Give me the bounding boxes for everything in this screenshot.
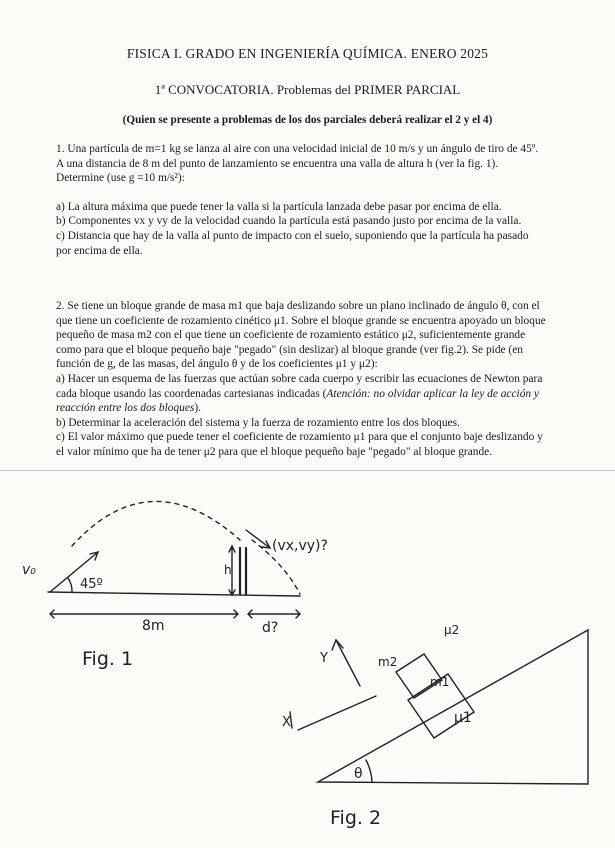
fig1-dist-label: 8m — [142, 618, 165, 634]
fig2-drawing — [290, 630, 588, 784]
problem-2-part-b: b) Determinar la aceleración del sistema y la fuerza de rozamiento entre los dos bloques. — [56, 416, 460, 429]
problem-2-part-a-text: a) Hacer un esquema de las fuerzas que actúan sobre cada cuerpo y escribir las ecuaciones de Newton para cada bloque usando las coordenadas cartesianas indicadas ( — [56, 372, 543, 400]
fig2-y-axis — [336, 640, 360, 686]
problem-2-part-a — [56, 372, 546, 416]
fig2-m1-label: m1 — [430, 675, 450, 689]
figures — [0, 490, 615, 848]
problem-2-part-a-end: ). — [194, 402, 202, 415]
problem-1-part-c: c) Distancia que hay de la valla al punto de impacto con el suelo, suponiendo que la partícula ha pasado por encima de ella. — [56, 229, 529, 257]
fig2-caption: Fig. 2 — [330, 807, 382, 829]
problem-1 — [56, 142, 546, 258]
problem-2-part-a-note: Atención: no olvidar aplicar la ley de acción y reacción entre los dos bloques — [56, 387, 539, 415]
exam-title: FISICA I. GRADO EN INGENIERÍA QUÍMICA. ENERO 2025 — [126, 46, 489, 61]
exam-note: (Quien se presente a problemas de los dos parciales deberá realizar el 2 y el 4) — [122, 114, 493, 126]
exam-subtitle: 1ª CONVOCATORIA. Problemas del PRIMER PARCIAL — [154, 82, 461, 97]
problem-1-part-b: b) Componentes vx y vy de la velocidad cuando la partícula está pasando justo por encima de la valla. — [56, 215, 522, 228]
fig2-incline — [318, 630, 588, 784]
fig1-fence — [240, 548, 246, 594]
fig1-d-label: d? — [262, 620, 279, 636]
fig1-angle-label: 45º — [80, 577, 103, 592]
fig2-theta-arc — [366, 760, 372, 782]
fig2-m2-label: m2 — [378, 655, 398, 669]
fig1-trajectory — [72, 501, 240, 546]
fig2-x-label: X — [282, 715, 291, 730]
fig1-h-label: h — [224, 563, 232, 577]
fig2-theta-label: θ — [354, 766, 363, 782]
fig1-dist-arrow — [50, 610, 238, 618]
fig1-velocity-label: (vx,vy)? — [272, 538, 328, 554]
fig1-caption: Fig. 1 — [82, 648, 134, 670]
problem-2 — [56, 299, 546, 460]
fig2-y-label: Y — [320, 651, 328, 666]
fig1-v0-label: v₀ — [22, 562, 36, 578]
fig2-mu1-label: μ1 — [454, 710, 472, 726]
problem-1-statement: 1. Una partícula de m=1 kg se lanza al aire con una velocidad inicial de 10 m/s y un ángulo de tiro de 45º. A una distancia de 8 m del punto de lanzamiento se encuentra una valla de altura h (ver la fig. 1). Determine (use g =10 m/s²): — [56, 143, 539, 185]
fig2-x-axis — [298, 696, 376, 730]
problem-2-part-c: c) El valor máximo que puede tener el coeficiente de rozamiento μ1 para que el conjunto baje deslizando y el valor mínimo que ha de tener μ2 para que el bloque pequeño baje "pegado" al bloque grande. — [56, 431, 543, 458]
problem-1-part-a: a) La altura máxima que puede tener la valla si la partícula lanzada debe pasar por encima de ella. — [56, 200, 502, 213]
fig1-ground — [48, 592, 300, 596]
scan-fold-line — [0, 470, 615, 471]
fig1-drawing — [48, 501, 300, 618]
fig2-y-arrowhead — [332, 640, 343, 650]
fig1-d-arrow — [248, 610, 300, 618]
fig1-angle-arc — [68, 578, 72, 592]
problem-2-statement: 2. Se tiene un bloque grande de masa m1 que baja deslizando sobre un plano inclinado de ángulo θ, con el que tiene un coeficiente de rozamiento cinético μ1. Sobre el bloque grande se encuentra apoyado un bloque pequeño de masa m2 con el que tiene un coeficiente de rozamiento estático μ2, suficientemente grande como para que el bloque pequeño baje "pegado" (sin deslizar) al bloque grande (ver fig.2). Se pide (en función de g, de las masas, del ángulo θ y de los coeficientes μ1 y μ2): — [56, 300, 546, 371]
fig2-mu2-label: μ2 — [444, 623, 460, 637]
fig1-velocity-arrow — [246, 530, 270, 548]
